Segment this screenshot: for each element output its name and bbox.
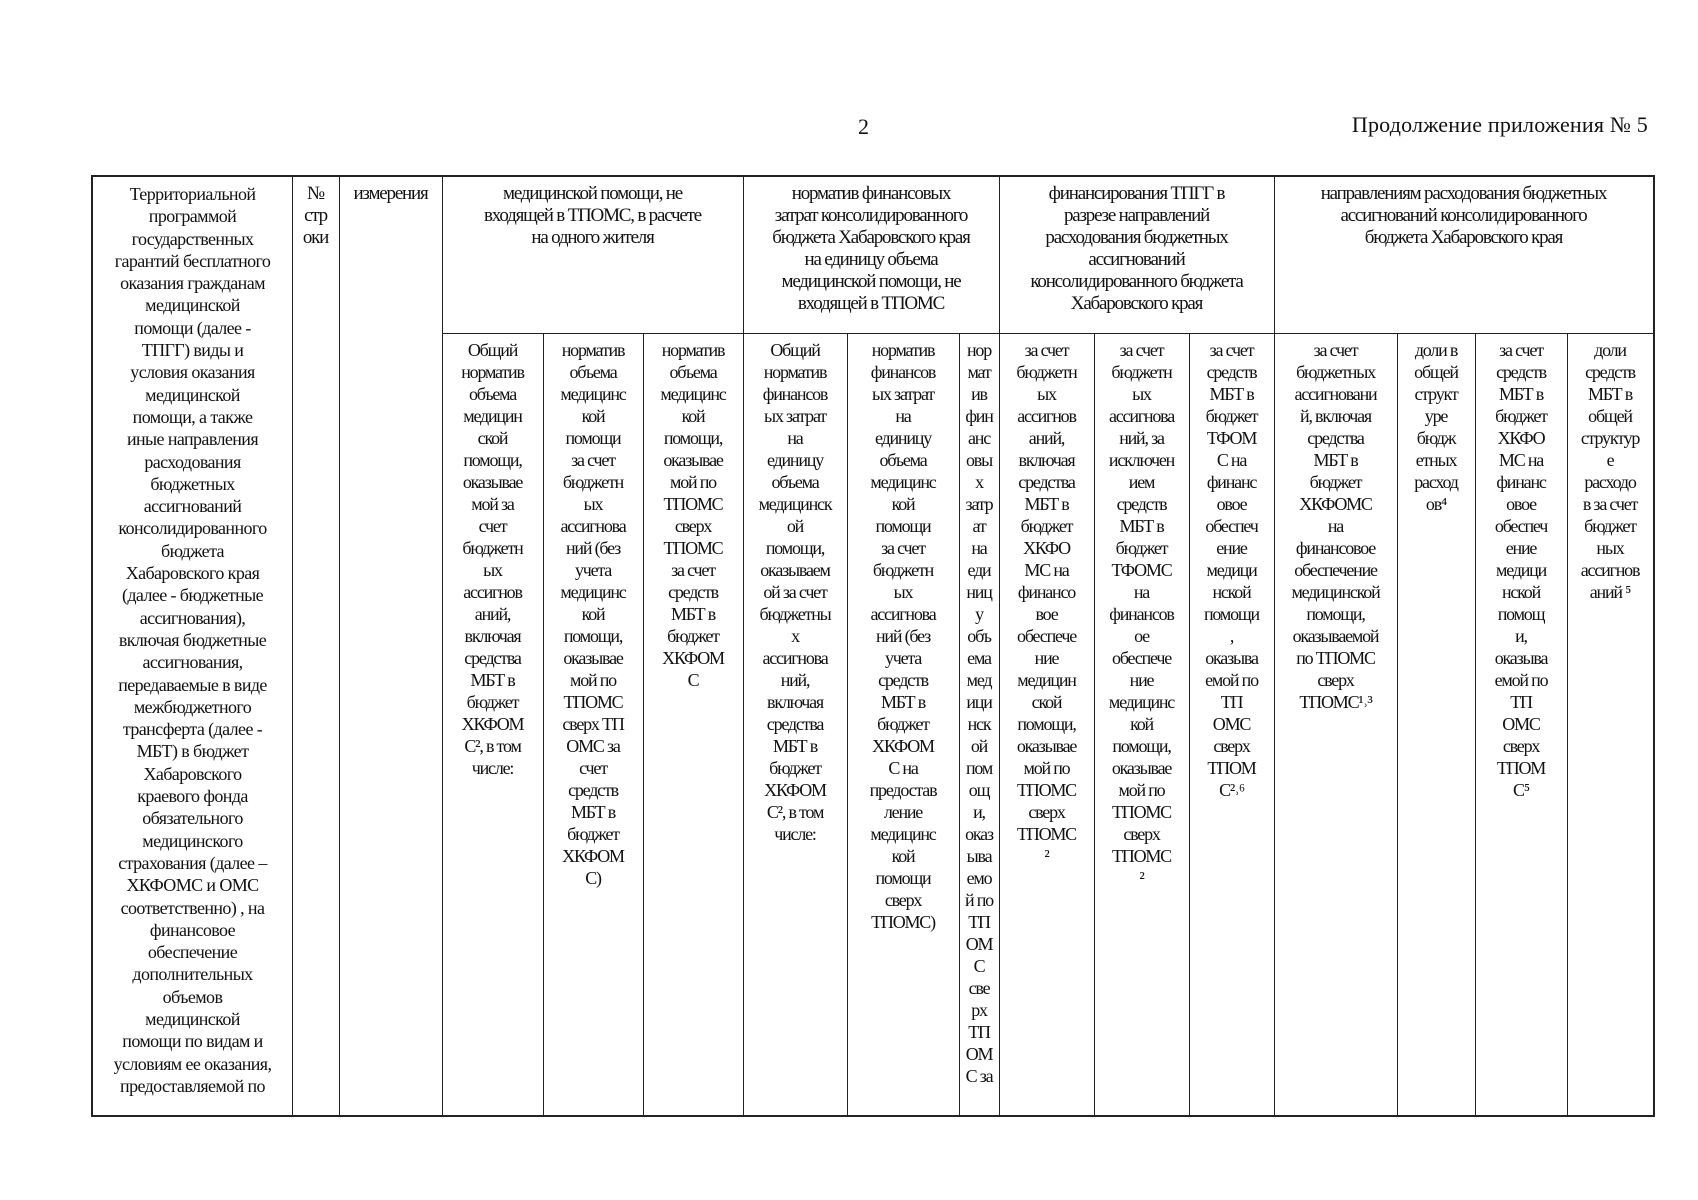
subheader-tpgg-budget-incl-mbt: за счет бюджетн ых ассигнов аний, включая средства МБТ в бюджет ХКФО МС на финансо вое обеспече ние медицин ской помощи, оказывае мой по ТПОМС сверх ТПОМС ²	[1016, 340, 1077, 866]
column-divider	[292, 177, 293, 1115]
subheader-finance-norm-mbt: нор мат ив фин анс овы х затр ат на еди ниц у объ ема мед ици нск ой пом ощ и, оказ ыва емо й по ТП ОМ С све рх ТП ОМ С за	[965, 340, 993, 1086]
page-number: 2	[858, 114, 869, 139]
subheader-structure-mbt-share: доли средств МБТ в общей структур е расходо в за счет бюджет ных ассигнов аний ⁵	[1580, 340, 1640, 602]
subheader-finance-norm-budget: норматив финансов ых затрат на единицу объема медицинс кой помощи за счет бюджетн ых ассигнова ний (без учета средств МБТ в бюджет ХКФОМ С на предостав ление медицинс кой помощи сверх ТПОМС)	[869, 340, 937, 932]
group-header-tpgg-financing: финансирования ТПГГ в разрезе направлений расходования бюджетных ассигнований консолидированного бюджета Хабаровского края	[1030, 183, 1243, 314]
subheader-volume-norm-mbt: норматив объема медицинс кой помощи, оказывае мой по ТПОМС сверх ТПОМС за счет средств МБТ в бюджет ХКФОМ С	[660, 340, 726, 690]
subheader-structure-share: доли в общей структ уре бюдж етных расход ов⁴	[1414, 340, 1458, 514]
row-divider	[442, 333, 1653, 334]
row-number-header: № стр оки	[302, 183, 329, 248]
subheader-tpgg-budget-excl-mbt: за счет бюджетн ых ассигнова ний, за исключен ием средств МБТ в бюджет ТФОМС на финансов ое обеспече ние медицинс кой помощи, оказывае мой по ТПОМС сверх ТПОМС ²	[1108, 340, 1175, 888]
subheader-total-volume-norm: Общий норматив объема медицин ской помощи, оказывае мой за счет бюджетн ых ассигнов аний, включая средства МБТ в бюджет ХКФОМ С², в том числе:	[461, 340, 524, 778]
subheader-structure-mbt: за счет средств МБТ в бюджет ХКФО МС на финанс овое обеспеч ение медици нской помощ и, оказыва емой по ТП ОМС сверх ТПОМ С⁵	[1494, 340, 1548, 800]
row-header-description: Территориальной программой государственных гарантий бесплатного оказания гражданам медицинской помощи (далее - ТПГГ) виды и условия оказания медицинской помощи, а также иные направления расходования бюджетных ассигнований консолидированного бюджета Хабаровского края (далее - бюджетные ассигнования), включая бюджетные ассигнования, передаваемые в виде межбюджетного трансферта (далее - МБТ) в бюджет Хабаровского краевого фонда обязательного медицинского страхования (далее – ХКФОМС и ОМС соответственно) , на финансовое обеспечение дополнительных объемов медицинской помощи по видам и условиям ее оказания, предоставляемой по	[113, 184, 272, 1096]
subheader-total-finance-norm: Общий норматив финансов ых затрат на единицу объема медицинск ой помощи, оказываем ой за счет бюджетны х ассигнова ний, включая средства МБТ в бюджет ХКФОМ С², в том числе:	[758, 340, 832, 844]
group-header-volume: медицинской помощи, не входящей в ТПОМС, в расчете на одного жителя	[484, 183, 701, 248]
group-header-finance-norm: норматив финансовых затрат консолидированного бюджета Хабаровского края на единицу объема медицинской помощи, не входящей в ТПОМС	[772, 183, 970, 314]
column-divider	[339, 177, 340, 1115]
subheader-structure-budget: за счет бюджетных ассигновани й, включая средства МБТ в бюджет ХКФОМС на финансовое обеспечение медицинской помощи, оказываемой по ТПОМС сверх ТПОМС¹˒³	[1291, 340, 1380, 712]
subheader-volume-norm-budget: норматив объема медицинс кой помощи за счет бюджетн ых ассигнова ний (без учета медицинс кой помощи, оказывае мой по ТПОМС сверх ТП ОМС за счет средств МБТ в бюджет ХКФОМ С)	[560, 340, 626, 888]
appendix-label: Продолжение приложения № 5	[1351, 112, 1648, 137]
table-header	[91, 175, 1655, 1117]
group-header-expense-structure: направлениям расходования бюджетных ассигнований консолидированного бюджета Хабаровского края	[1320, 183, 1607, 248]
unit-header: измерения	[353, 183, 428, 204]
subheader-tpgg-mbt: за счет средств МБТ в бюджет ТФОМ С на финанс овое обеспеч ение медици нской помощи , оказыва емой по ТП ОМС сверх ТПОМ С²˒⁶	[1204, 340, 1259, 800]
